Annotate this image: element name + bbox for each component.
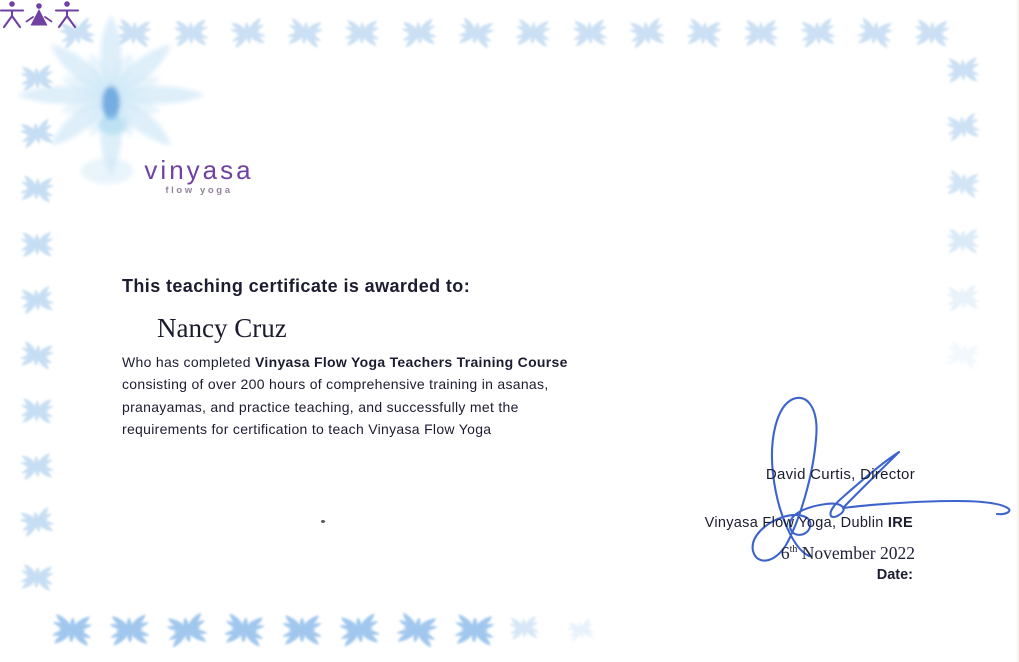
logo-tagline: flow yoga	[165, 185, 233, 196]
organization-line	[705, 515, 913, 531]
organization-country: IRE	[887, 515, 913, 531]
ink-speck	[321, 520, 325, 523]
date-label: Date:	[876, 567, 913, 583]
body-prefix: Who has completed	[122, 354, 256, 370]
body-line-4: requirements for certification to teach Vinyasa Flow Yoga	[122, 421, 492, 438]
certificate-body	[122, 351, 642, 441]
logo-brand-text: vinyasa	[144, 155, 254, 185]
date-day: 6	[780, 543, 790, 563]
body-line-3: pranayamas, and practice teaching, and successfully met the	[122, 398, 519, 415]
award-line: This teaching certificate is awarded to:	[122, 276, 471, 296]
body-line-1	[122, 351, 642, 373]
signatory-line: David Curtis, Director	[765, 466, 915, 483]
body-line-2: consisting of over 200 hours of comprehensive training in asanas,	[122, 376, 549, 393]
signature-block	[560, 466, 917, 588]
date-ordinal: th	[789, 544, 798, 556]
recipient-name: Nancy Cruz	[157, 313, 287, 343]
yoga-pose-figures-icon	[0, 0, 80, 30]
date-rest: November 2022	[797, 543, 915, 563]
course-name: Vinyasa Flow Yoga Teachers Training Course	[255, 354, 568, 370]
date-line	[781, 543, 915, 564]
organization-prefix: Vinyasa Flow Yoga, Dublin	[704, 515, 888, 531]
